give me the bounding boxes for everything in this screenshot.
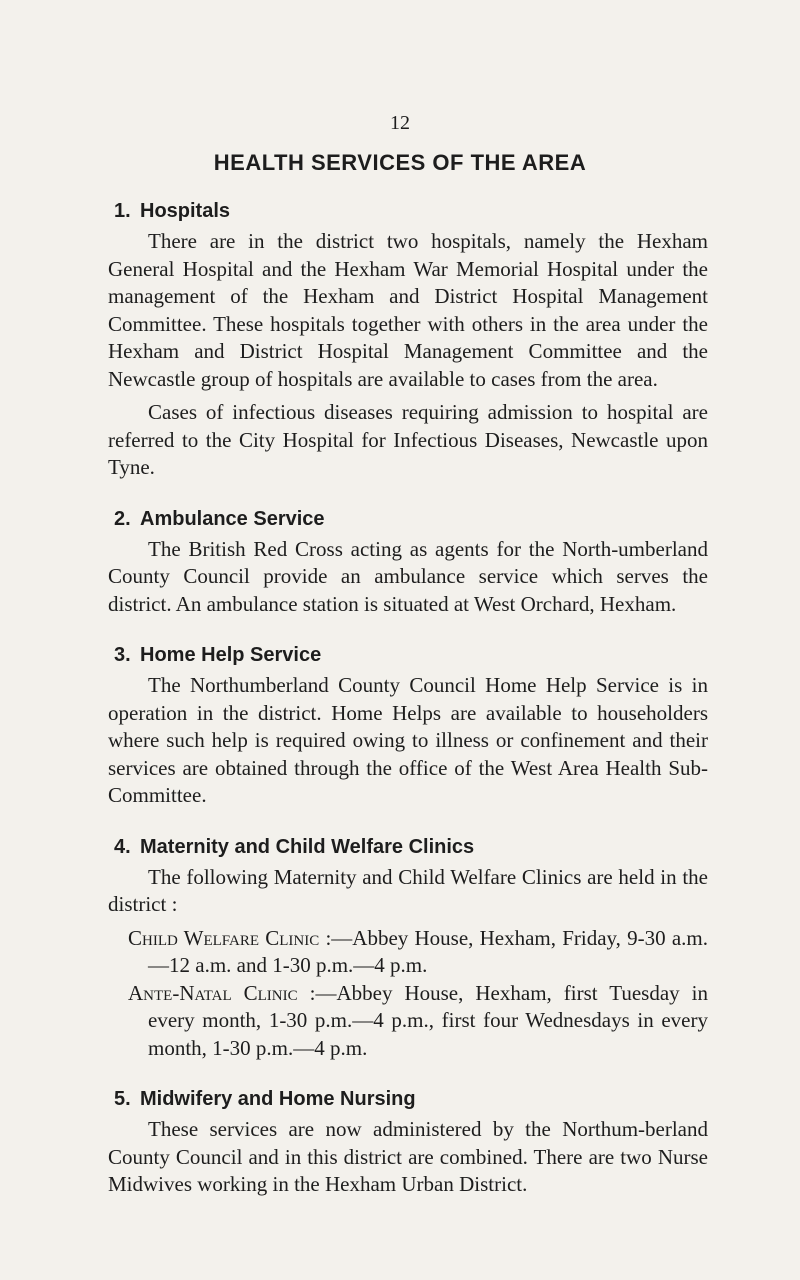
section-hospitals	[108, 196, 708, 482]
paragraph: The Northumberland County Council Home Help Service is in operation in the district. Home Helps are available to householders where such help is required owing to illness or confinement and their services are obtained through the office of the West Area Health Sub-Committee.	[108, 673, 708, 807]
section-home-help-service	[108, 640, 708, 810]
clinic-details: :—Abbey House, Hexham, first Tuesday in every month, 1-30 p.m.—4 p.m., first four Wednesdays in every month, 1-30 p.m.—4 p.m.	[148, 980, 709, 1060]
clinic-entry	[108, 925, 708, 980]
paragraph: The following Maternity and Child Welfare Clinics are held in the district :	[108, 864, 708, 916]
paragraph: These services are now administered by the Northum-berland County Council and in this district are combined. There are two Nurse Midwives working in the Hexham Urban District.	[108, 1117, 708, 1196]
section-title: Ambulance Service	[140, 507, 325, 530]
section-title: Midwifery and Home Nursing	[140, 1088, 416, 1110]
section-heading	[114, 196, 708, 226]
clinic-name: Child Welfare Clinic	[128, 925, 320, 950]
section-heading	[114, 504, 708, 534]
section-title: Hospitals	[140, 200, 231, 222]
document-body	[108, 196, 708, 1221]
clinic-entry	[108, 980, 708, 1063]
clinic-name: Ante-Natal Clinic	[128, 980, 298, 1005]
page-title: HEALTH SERVICES OF THE AREA	[213, 150, 587, 175]
section-number: 2.	[114, 507, 131, 530]
paragraph: There are in the district two hospitals, namely the Hexham General Hospital and the Hexham War Memorial Hospital under the management of the Hexham and District Hospital Management Committee. These hospitals together with others in the area under the Hexham and District Hospital Management Committee and the Newcastle group of hospitals are available to cases from the area.	[108, 229, 708, 391]
section-heading	[114, 640, 708, 670]
section-number: 5.	[114, 1088, 131, 1110]
section-number: 1.	[114, 200, 131, 222]
paragraph: Cases of infectious diseases requiring admission to hospital are referred to the City Hospital for Infectious Diseases, Newcastle upon Tyne.	[108, 400, 708, 479]
section-midwifery-home-nursing	[108, 1084, 708, 1199]
clinic-details: :—Abbey House, Hexham, Friday, 9-30 a.m.—12 a.m. and 1-30 p.m.—4 p.m.	[148, 925, 709, 977]
section-heading	[114, 1084, 708, 1114]
section-title: Home Help Service	[140, 644, 322, 666]
paragraph: The British Red Cross acting as agents for the North-umberland County Council provide an ambulance service which serves the district. An ambulance station is situated at West Orchard, Hexham.	[108, 536, 708, 616]
section-heading	[114, 832, 708, 862]
section-ambulance-service	[108, 504, 708, 619]
section-maternity-clinics	[108, 832, 708, 1063]
section-number: 3.	[114, 644, 131, 666]
page-number: 12	[390, 112, 410, 134]
section-title: Maternity and Child Welfare Clinics	[140, 835, 475, 858]
section-number: 4.	[114, 835, 131, 858]
